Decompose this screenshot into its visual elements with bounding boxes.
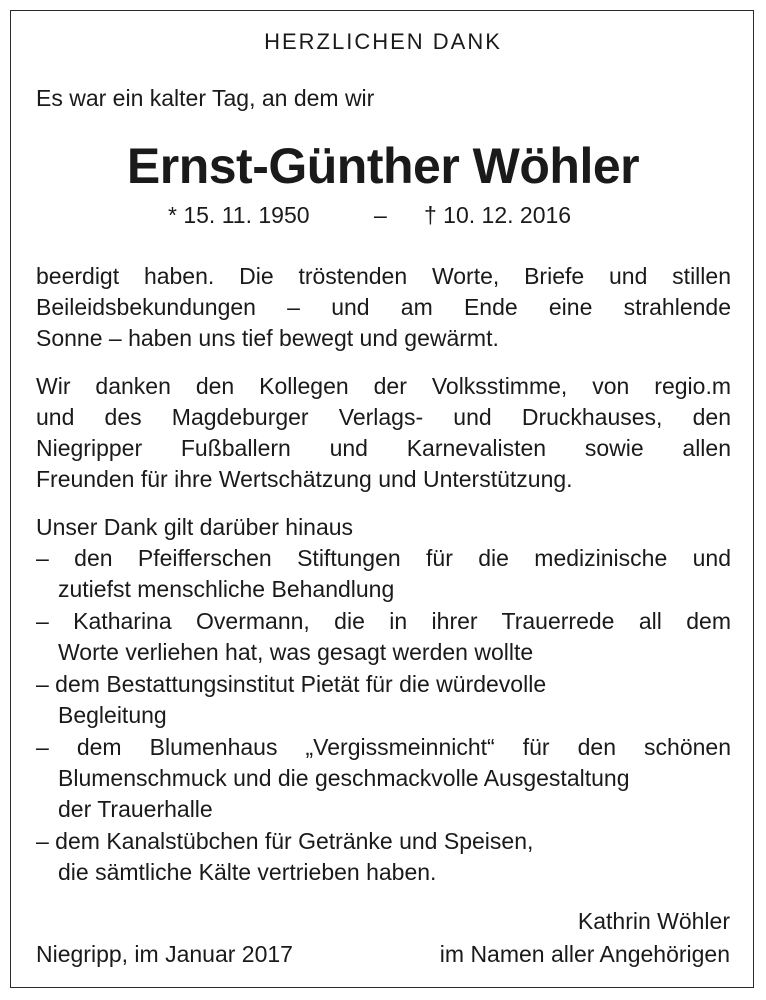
paragraph2-line: Wir danken den Kollegen der Volksstimme, von regio.m (36, 373, 731, 399)
deceased-name: Ernst-Günther Wöhler (126, 138, 640, 194)
paragraph1-line: Beileidsbekundungen – und am Ende eine strahlende (36, 294, 731, 320)
thanks-item: – dem Kanalstübchen für Getränke und Speisen, (36, 828, 534, 854)
thanks-item: – dem Blumenhaus „Vergissmeinnicht“ für den schönen (36, 734, 731, 760)
signature-name: Kathrin Wöhler (577, 908, 730, 934)
thanks-item-continuation: der Trauerhalle (58, 796, 213, 822)
date-separator: – (374, 202, 387, 228)
notice-header: HERZLICHEN DANK (264, 29, 502, 54)
place-date: Niegripp, im Januar 2017 (36, 941, 293, 967)
thanks-item-continuation: Worte verliehen hat, was gesagt werden wollte (58, 639, 534, 665)
birth-date: * 15. 11. 1950 (168, 202, 310, 228)
paragraph2-line: und des Magdeburger Verlags- und Druckhauses, den (36, 404, 731, 430)
signature-role: im Namen aller Angehörigen (439, 941, 730, 967)
intro-line: Es war ein kalter Tag, an dem wir (36, 85, 375, 111)
thanks-item: – Katharina Overmann, die in ihrer Trauerrede all dem (36, 608, 731, 634)
thanks-intro: Unser Dank gilt darüber hinaus (36, 514, 354, 540)
thanks-item-continuation: Begleitung (58, 702, 167, 728)
paragraph2-line: Freunden für ihre Wertschätzung und Unterstützung. (36, 466, 573, 492)
thanks-item-continuation: die sämtliche Kälte vertrieben haben. (58, 859, 437, 885)
death-date: † 10. 12. 2016 (424, 202, 572, 228)
thanks-item: – den Pfeifferschen Stiftungen für die medizinische und (36, 545, 731, 571)
thanks-item: – dem Bestattungsinstitut Pietät für die würdevolle (36, 671, 547, 697)
thanks-item-continuation: Blumenschmuck und die geschmackvolle Ausgestaltung (58, 765, 630, 791)
paragraph2-line: Niegripper Fußballern und Karnevalisten sowie allen (36, 435, 731, 461)
paragraph1-line: beerdigt haben. Die tröstenden Worte, Briefe und stillen (36, 263, 731, 289)
thanks-item-continuation: zutiefst menschliche Behandlung (58, 576, 395, 602)
paragraph1-line: Sonne – haben uns tief bewegt und gewärmt. (36, 325, 499, 351)
